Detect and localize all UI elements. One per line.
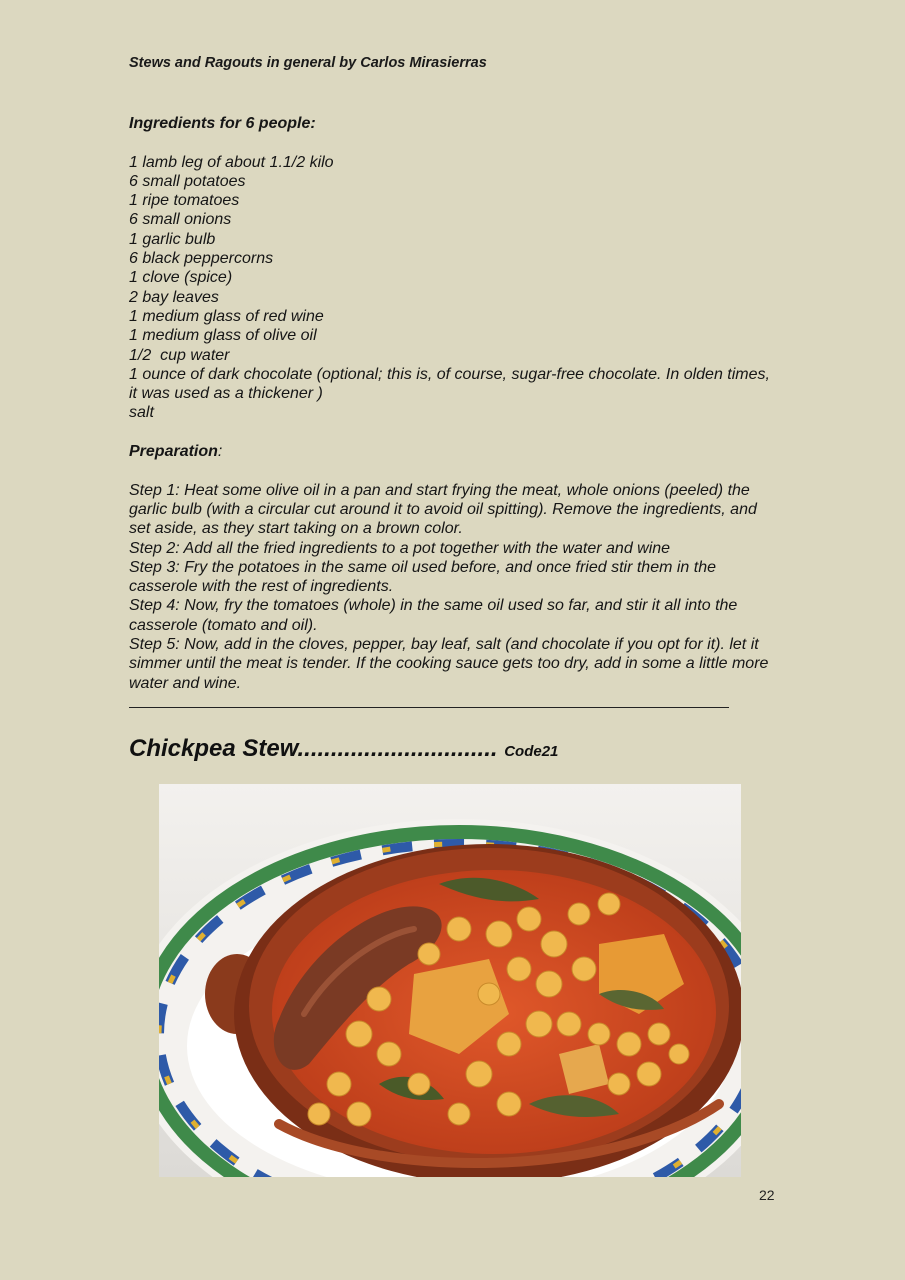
preparation-step: Step 2: Add all the fried ingredients to a pot together with the water and wine — [129, 539, 671, 557]
recipe-title-text: Chickpea Stew.............................. — [129, 735, 498, 762]
ingredient-item: 6 small potatoes — [129, 172, 246, 190]
preparation-steps — [129, 481, 779, 693]
ingredient-item: 1 ounce of dark chocolate (optional; this is, of course, sugar-free chocolate. In olden times, it was used as a thickener ) — [129, 365, 770, 403]
preparation-step: Step 5: Now, add in the cloves, pepper, bay leaf, salt (and chocolate if you opt for it). let it simmer until the meat is tender. If the cooking sauce gets too dry, add in some a little more water and wine. — [129, 636, 769, 692]
next-recipe-title — [129, 735, 558, 763]
preparation-step: Step 4: Now, fry the tomatoes (whole) in the same oil used so far, and stir it all into the casserole (tomato and oil). — [129, 597, 738, 634]
preparation-step: Step 1: Heat some olive oil in a pan and start frying the meat, whole onions (peeled) the garlic bulb (with a circular cut around it to avoid oil spitting). Remove the ingredients, and set aside, as they start taking on a brown color. — [129, 481, 757, 538]
recipe-body — [129, 114, 779, 693]
ingredients-list — [129, 153, 779, 423]
ingredient-item: 1/2 cup water — [129, 346, 230, 364]
ingredient-item: 1 ripe tomatoes — [129, 192, 240, 210]
chickpea-stew-photo — [159, 784, 741, 1177]
ingredient-item: 1 garlic bulb — [129, 230, 216, 248]
running-header: Stews and Ragouts in general by Carlos Mirasierras — [129, 55, 487, 71]
ingredient-item: 6 small onions — [129, 211, 232, 229]
section-divider — [129, 707, 729, 708]
preparation-colon: : — [217, 443, 223, 461]
ingredient-item: 1 clove (spice) — [129, 269, 233, 287]
page-number: 22 — [759, 1187, 775, 1203]
ingredient-item: 1 medium glass of red wine — [129, 307, 324, 325]
ingredient-item: 1 medium glass of olive oil — [129, 327, 317, 345]
ingredient-item: salt — [129, 404, 154, 422]
ingredients-heading: Ingredients for 6 people: — [129, 115, 316, 132]
preparation-step: Step 3: Fry the potatoes in the same oil used before, and once fried stir them in the casserole with the rest of ingredients. — [129, 558, 716, 596]
preparation-heading: Preparation — [129, 443, 218, 461]
ingredient-item: 1 lamb leg of about 1.1/2 kilo — [129, 153, 334, 171]
ingredient-item: 6 black peppercorns — [129, 250, 274, 268]
recipe-code: Code21 — [504, 743, 559, 760]
ingredient-item: 2 bay leaves — [129, 288, 219, 306]
preparation-heading-line — [129, 442, 779, 461]
